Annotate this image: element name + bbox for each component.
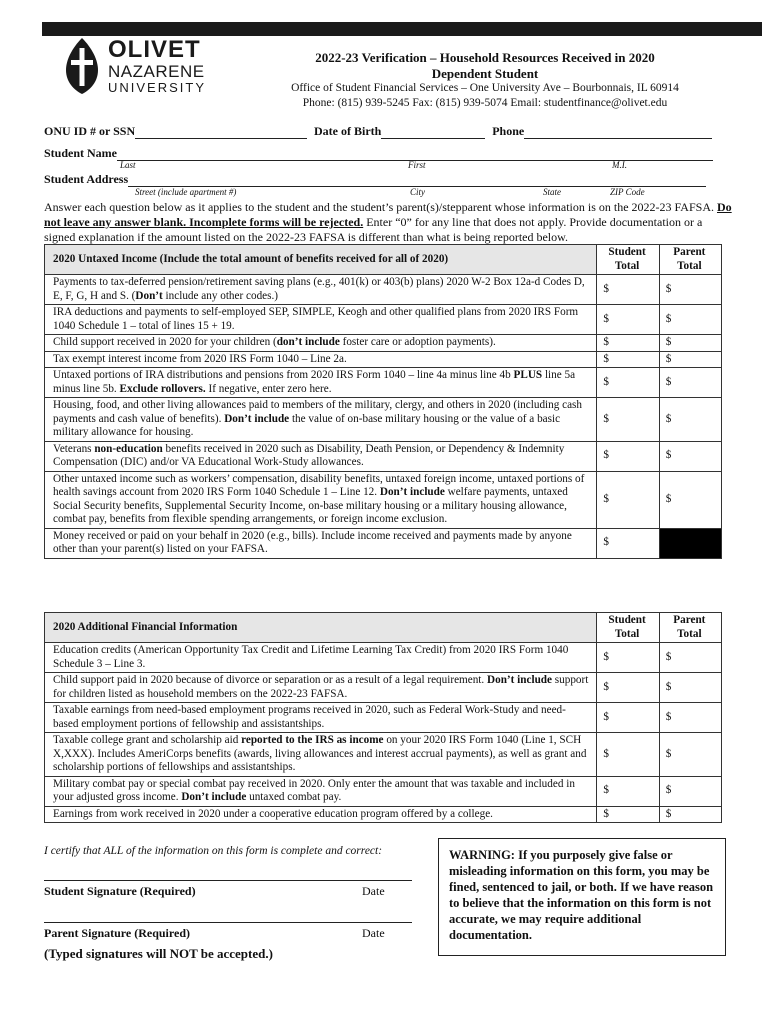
untaxed-col-student: Student Total bbox=[597, 245, 659, 275]
parent-amount-field[interactable]: $ bbox=[659, 776, 721, 806]
parent-amount-field[interactable]: $ bbox=[659, 305, 721, 335]
name-first-label: First bbox=[408, 160, 426, 170]
additional-header-row bbox=[45, 613, 722, 643]
untaxed-row-text: Payments to tax-deferred pension/retirement saving plans (e.g., 401(k) or 403(b) plans) 2020 W-2 Box 12a-d Codes D, E, F, G, H and S. ( bbox=[53, 276, 585, 302]
parent-amount-field[interactable]: $ bbox=[659, 703, 721, 733]
untaxed-row bbox=[45, 528, 722, 558]
student-amount-field[interactable]: $ bbox=[597, 528, 659, 558]
parent-amount-field[interactable]: $ bbox=[659, 733, 721, 777]
additional-row-description bbox=[45, 776, 597, 806]
untaxed-row-text: Child support received in 2020 for your children ( bbox=[53, 336, 277, 348]
name-mi-label: M.I. bbox=[612, 160, 627, 170]
student-amount-field[interactable]: $ bbox=[597, 398, 659, 442]
student-address-field[interactable] bbox=[128, 174, 706, 187]
student-amount-field[interactable]: $ bbox=[597, 776, 659, 806]
untaxed-row-text: Don’t include bbox=[224, 412, 290, 425]
header-bar bbox=[42, 22, 762, 36]
student-amount-field[interactable]: $ bbox=[597, 733, 659, 777]
untaxed-row-text: If negative, enter zero here. bbox=[205, 382, 332, 395]
parent-amount-field[interactable]: $ bbox=[659, 275, 721, 305]
additional-row bbox=[45, 806, 722, 823]
untaxed-row bbox=[45, 398, 722, 442]
parent-amount-field bbox=[659, 528, 721, 558]
student-signature-line[interactable] bbox=[44, 880, 412, 881]
untaxed-row-text: Exclude rollovers. bbox=[119, 382, 206, 395]
untaxed-row bbox=[45, 275, 722, 305]
parent-amount-field[interactable]: $ bbox=[659, 441, 721, 471]
office-contact: Phone: (815) 939-5245 Fax: (815) 939-5074 Email: studentfinance@olivet.edu bbox=[302, 97, 668, 109]
parent-amount-field[interactable]: $ bbox=[659, 643, 721, 673]
untaxed-row-text: don’t include bbox=[276, 336, 340, 348]
additional-row-text: reported to the IRS as income bbox=[241, 734, 384, 746]
untaxed-row-text: Untaxed portions of IRA distributions and pensions from 2020 IRS Form 1040 – line 4a minus line 4b bbox=[53, 369, 514, 381]
name-last-label: Last bbox=[120, 160, 136, 170]
additional-row bbox=[45, 673, 722, 703]
untaxed-row-text: benefits received in 2020 such as Disability, Death Pension, or Dependency & Indemnity Compensation (DIC) and/or VA Educational Work-Study allowances. bbox=[53, 442, 565, 468]
parent-signature-line[interactable] bbox=[44, 922, 412, 923]
instructions-text-1: Answer each question below as it applies to the student and the student’s parent(s)/stepparent whose information is on the 2022-23 FAFSA. bbox=[44, 200, 717, 214]
additional-row bbox=[45, 733, 722, 777]
instructions-warning: Do not leave any answer blank. Incomplete forms will be rejected. bbox=[44, 200, 732, 229]
additional-row-text: Military combat pay or special combat pay received in 2020. Only enter the amount that was taxable and included in your adjusted gross income. bbox=[53, 777, 575, 803]
parent-amount-field[interactable]: $ bbox=[659, 398, 721, 442]
untaxed-row-text: Tax exempt interest income from 2020 IRS Form 1040 – Line 2a. bbox=[53, 352, 347, 365]
additional-row-text: on your 2020 IRS Form 1040 (Line 1, SCH X,XXX). Includes AmeriCorps benefits (awards, living allowances and interest accrual payments), as well as grant and scholarship portions of fellowships and assistantships. bbox=[53, 734, 587, 773]
student-amount-field[interactable]: $ bbox=[597, 351, 659, 368]
untaxed-row-description bbox=[45, 398, 597, 442]
onu-id-label: ONU ID # or SSN bbox=[44, 124, 136, 138]
untaxed-row-description bbox=[45, 335, 597, 352]
additional-row-text: Taxable earnings from need-based employment programs received in 2020, such as Federal Work-Study and need-based employment portions of fellowship and assistantships. bbox=[53, 704, 566, 730]
untaxed-row-text: foster care or adoption payments). bbox=[339, 336, 496, 348]
onu-id-field[interactable] bbox=[135, 126, 307, 139]
untaxed-row-text: non-education bbox=[94, 442, 163, 455]
cross-shield-icon bbox=[62, 36, 102, 96]
additional-row-text: Child support paid in 2020 because of divorce or separation or as a result of a legal requirement. bbox=[53, 674, 488, 686]
untaxed-income-table bbox=[44, 244, 722, 559]
untaxed-row bbox=[45, 471, 722, 528]
student-address-label: Student Address bbox=[44, 172, 129, 186]
addr-city-label: City bbox=[410, 187, 425, 197]
untaxed-row-text: include any other codes.) bbox=[162, 289, 279, 302]
untaxed-row-description bbox=[45, 528, 597, 558]
additional-heading: 2020 Additional Financial Information bbox=[45, 613, 597, 643]
addr-zip-label: ZIP Code bbox=[610, 187, 645, 197]
additional-row-text: Education credits (American Opportunity Tax Credit and Lifetime Learning Tax Credit) from 2020 IRS Form 1040 Schedule 3 – Line 3. bbox=[53, 644, 569, 670]
student-signature-label: Student Signature (Required) bbox=[44, 884, 196, 898]
logo-line-1: OLIVET bbox=[108, 36, 201, 63]
untaxed-row-text: Housing, food, and other living allowances paid to members of the military, clergy, and others in 2020 (including cash payments and cash value of benefits). bbox=[53, 399, 583, 425]
student-amount-field[interactable]: $ bbox=[597, 806, 659, 823]
office-address: Office of Student Financial Services – One University Ave – Bourbonnais, IL 60914 bbox=[291, 82, 679, 94]
logo-line-2: NAZARENE bbox=[108, 62, 205, 81]
additional-row-text: Don’t include bbox=[181, 791, 247, 803]
untaxed-row-description bbox=[45, 471, 597, 528]
student-amount-field[interactable]: $ bbox=[597, 643, 659, 673]
id-row bbox=[44, 124, 734, 139]
student-amount-field[interactable]: $ bbox=[597, 441, 659, 471]
parent-amount-field[interactable]: $ bbox=[659, 368, 721, 398]
additional-row-text: Earnings from work received in 2020 under a cooperative education program offered by a college. bbox=[53, 807, 493, 820]
additional-row-description bbox=[45, 643, 597, 673]
additional-row-description bbox=[45, 733, 597, 777]
parent-signature-label: Parent Signature (Required) bbox=[44, 926, 190, 940]
form-title: 2022-23 Verification – Household Resources Received in 2020 bbox=[315, 50, 655, 65]
additional-row-text: Don’t include bbox=[487, 674, 552, 686]
additional-row bbox=[45, 776, 722, 806]
dob-field[interactable] bbox=[381, 126, 485, 139]
untaxed-row-text: Other untaxed income such as workers’ compensation, disability benefits, untaxed foreign income, untaxed portions of health savings account from 2020 IRS Form 1040 Schedule 1 – Line 12. bbox=[53, 472, 585, 498]
untaxed-row-text: Money received or paid on your behalf in 2020 (e.g., bills). Include income received and payments made by anyone other than your parent(s) listed on your FAFSA. bbox=[53, 529, 572, 555]
additional-info-table bbox=[44, 612, 722, 823]
untaxed-row-text: Don’t bbox=[135, 289, 163, 302]
untaxed-row-text: PLUS bbox=[513, 369, 543, 381]
untaxed-row bbox=[45, 368, 722, 398]
additional-row-description bbox=[45, 703, 597, 733]
logo-wordmark bbox=[108, 38, 206, 94]
additional-row-text: Taxable college grant and scholarship aid bbox=[53, 734, 242, 746]
parent-amount-field[interactable]: $ bbox=[659, 806, 721, 823]
student-amount-field[interactable]: $ bbox=[597, 305, 659, 335]
untaxed-row bbox=[45, 305, 722, 335]
untaxed-row-text: the value of on-base military housing or the value of a basic military allowance for housing. bbox=[53, 412, 561, 438]
untaxed-row-description bbox=[45, 441, 597, 471]
parent-amount-field[interactable]: $ bbox=[659, 351, 721, 368]
student-amount-field[interactable]: $ bbox=[597, 368, 659, 398]
untaxed-row bbox=[45, 351, 722, 368]
untaxed-row-description bbox=[45, 368, 597, 398]
instructions-text-2: Enter “0” for any line that does not apply. Provide documentation or a signed explanation if the amount listed on the 2022-23 FAFSA is different than what is being reported below. bbox=[44, 215, 703, 244]
dob-label: Date of Birth bbox=[314, 124, 382, 138]
additional-row-description bbox=[45, 673, 597, 703]
untaxed-row-description bbox=[45, 275, 597, 305]
student-amount-field[interactable]: $ bbox=[597, 673, 659, 703]
additional-row bbox=[45, 643, 722, 673]
logo-line-3: UNIVERSITY bbox=[108, 80, 207, 95]
student-amount-field[interactable]: $ bbox=[597, 335, 659, 352]
certification-statement: I certify that ALL of the information on this form is complete and correct: bbox=[44, 845, 383, 857]
untaxed-row-text: Veterans bbox=[53, 442, 95, 455]
student-amount-field[interactable]: $ bbox=[597, 275, 659, 305]
untaxed-heading: 2020 Untaxed Income (Include the total amount of benefits received for all of 2020) bbox=[45, 245, 597, 275]
student-amount-field[interactable]: $ bbox=[597, 703, 659, 733]
untaxed-row-text: IRA deductions and payments to self-employed SEP, SIMPLE, Keogh and other qualified plans from 2020 IRS Form 1040 Schedule 1 – total of lines 15 + 19. bbox=[53, 306, 579, 332]
untaxed-row bbox=[45, 441, 722, 471]
form-subtitle: Dependent Student bbox=[431, 66, 539, 81]
student-date-label: Date bbox=[362, 884, 385, 898]
instructions bbox=[44, 200, 734, 245]
addr-state-label: State bbox=[543, 187, 561, 197]
parent-amount-field[interactable]: $ bbox=[659, 471, 721, 528]
additional-col-parent: Parent Total bbox=[659, 613, 721, 643]
untaxed-col-parent: Parent Total bbox=[659, 245, 721, 275]
warning-box: WARNING: If you purposely give false or misleading information on this form, you may be fined, sentenced to jail, or both. If we have reason to believe that the information on this form is not accurate, we may require additional documentation. bbox=[438, 838, 726, 956]
addr-street-label: Street (include apartment #) bbox=[135, 187, 237, 197]
phone-label: Phone bbox=[492, 124, 525, 138]
parent-date-label: Date bbox=[362, 926, 385, 940]
typed-signature-note: (Typed signatures will NOT be accepted.) bbox=[44, 946, 273, 961]
additional-row-description bbox=[45, 806, 597, 823]
additional-col-student: Student Total bbox=[597, 613, 659, 643]
phone-field[interactable] bbox=[524, 126, 712, 139]
parent-amount-field[interactable]: $ bbox=[659, 673, 721, 703]
untaxed-row-text: Don’t include bbox=[379, 486, 445, 498]
untaxed-row-text: welfare payments, untaxed Social Security benefits, Supplemental Security Income, on-base military housing or a military housing allowance, combat pay, benefits from flexible spending arrangements, or foreign income exclusion. bbox=[53, 486, 568, 525]
parent-amount-field[interactable]: $ bbox=[659, 335, 721, 352]
untaxed-row-text: line 5a minus line 5b. bbox=[53, 369, 576, 395]
student-address-row bbox=[44, 172, 724, 187]
untaxed-row-description bbox=[45, 351, 597, 368]
untaxed-row-description bbox=[45, 305, 597, 335]
untaxed-row bbox=[45, 335, 722, 352]
additional-row bbox=[45, 703, 722, 733]
student-name-label: Student Name bbox=[44, 146, 118, 160]
student-name-row bbox=[44, 146, 724, 161]
additional-row-text: untaxed combat pay. bbox=[246, 791, 342, 803]
untaxed-header-row bbox=[45, 245, 722, 275]
additional-row-text: support for children listed as household members on the 2022-23 FAFSA. bbox=[53, 674, 589, 700]
student-amount-field[interactable]: $ bbox=[597, 471, 659, 528]
